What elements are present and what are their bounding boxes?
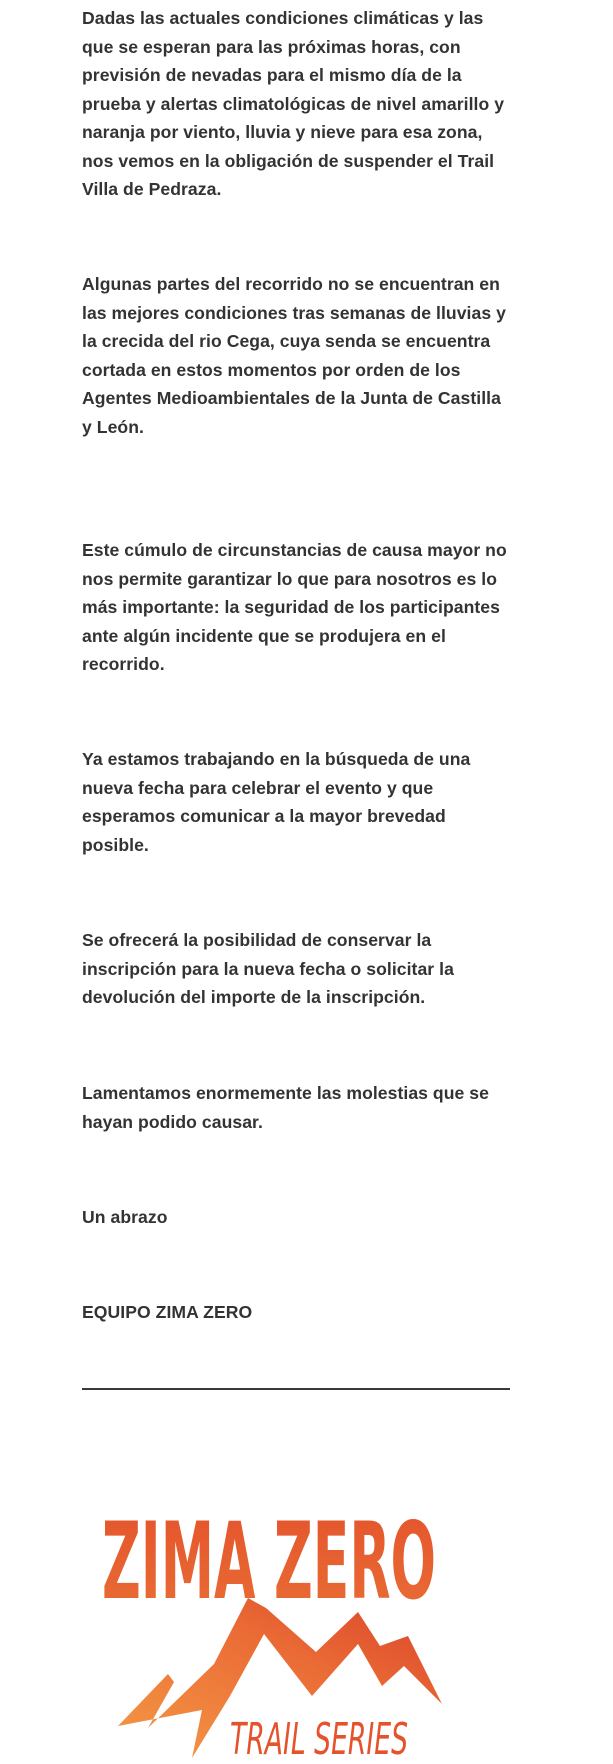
zima-zero-logo [90, 1496, 510, 1758]
paragraph-registration: Se ofrecerá la posibilidad de conservar la inscripción para la nueva fecha o solicitar la devolución del importe de la inscripción. [82, 930, 454, 1007]
paragraph-safety: Este cúmulo de circunstancias de causa mayor no nos permite garantizar lo que para nosotros es lo más importante: la seguridad de los participantes ante algún incidente que se produjera en el recorrido. [82, 540, 507, 674]
logo-tagline: TRAIL SERIES [230, 1714, 408, 1758]
paragraph-apology: Lamentamos enormemente las molestias que se hayan podido causar. [82, 1083, 489, 1132]
paragraph-weather-conditions: Dadas las actuales condiciones climáticas y las que se esperan para las próximas horas, con previsión de nevadas para el mismo día de la prueba y alertas climatológicas de nivel amarillo y naranja por viento, lluvia y nieve para esa zona, nos vemos en la obligación de suspender el Trail Villa de Pedraza. [82, 8, 505, 199]
paragraph-greeting: Un abrazo [82, 1207, 168, 1227]
paragraph-route-conditions: Algunas partes del recorrido no se encuentran en las mejores condiciones tras semanas de lluvias y la crecida del rio Cega, cuya senda se encuentra cortada en estos momentos por orden de los Agentes Medioambientales de la Junta de Castilla y León. [82, 274, 506, 437]
horizontal-divider [82, 1388, 510, 1390]
logo-wordmark: ZIMA ZERO [102, 1500, 436, 1623]
paragraph-signature: EQUIPO ZIMA ZERO [82, 1302, 253, 1322]
paragraph-new-date: Ya estamos trabajando en la búsqueda de una nueva fecha para celebrar el evento y que esperamos comunicar a la mayor brevedad posible. [82, 749, 471, 855]
